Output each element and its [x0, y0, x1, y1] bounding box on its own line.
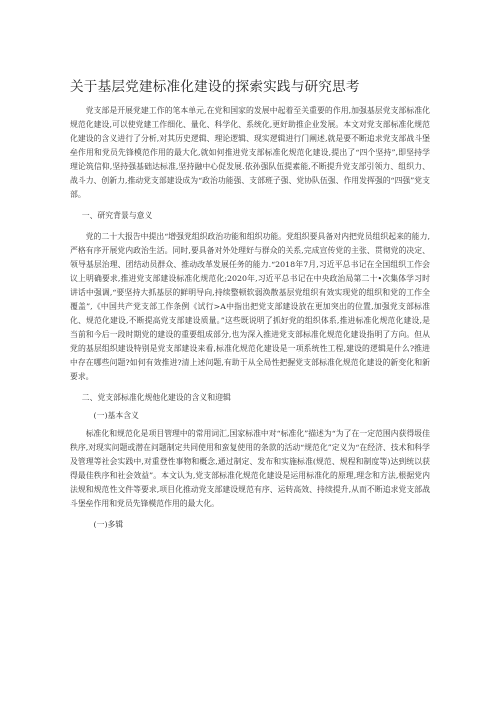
section-1-paragraph: 党的二十大报告中提出“增强党组织政治功能和组织功能。党组织要具备对内把党员组织起来的能力,严格有序开展党内政治生活。同时,要具备对外处理好与群众的关系,完成宣传党的主张、贯彻党的决定、领导基层治理、团结动员群众、推动改革发展任务的能力.“2018年7月,习近平总书记在全国组织工作会议上明确要求,推进党支部建设标准化规范化;2020年,习近平总书记在中央政治局第二十•次集体学习时讲话中强调,“要坚持大抓基层的鲜明导向,持续整顿软弱涣散基层党组织有效实现党的组织和党的工作全覆盖”,《中国共产党支部工作条例《试行>A中指出把党支部建设放在更加突出的位置,加强党支部标准化、规范化建设,不断提高党支部建设质量。”这些既说明了抓好党的组织体系,推进标准化规范化建设,是当前和今后一段时期党的建设的重要组成部分,也为深入推进党支部标准化规范化建设指明了方向。但从党的基层组织建设特别是党支部建设来看,标准化规范化建设是一项系统性工程,建设的逻辑是什么?推进中存在哪些问题?如何有效推进?清上述问题,有助于从全局性把握党支部标准化规范化建设的新变化和新要求。: [70, 232, 430, 381]
subsection-2-heading: (一)多辑: [93, 520, 124, 529]
section-1-heading: 一、研究背景与意义: [81, 211, 153, 220]
subsection-1-heading: (一)基本含义: [93, 411, 139, 420]
intro-paragraph: 党支部是开展党建工作的笔本单元,在党和国家的发展中起着至关重要的作用,加强基层党支部标准化规范化建设,可以使党建工作细化、量化、科学化、系统化,更好助推企业发展。本文对党支部标准化规范化建设的含义进行了分析,对其历史逻辑、理论逻辑、现实逻辑进行门阐述,就是要不断追求党支部战斗堡垒作用和党员先锋模范作用的最大化,就如何推进党支部标准化规范化建设,提出了“四个坚持”,即坚持学理论筑信仰,坚持强基础达标准,坚持融中心促发展.依孙强队伍提素能,不断提升党支部引领力、组织力、战斗力、创新力,推动党支部建设成为“政治功能强、支部班子强、党协队伍强、作用发挥强的“四强”党支部。: [70, 106, 430, 199]
subsection-1-paragraph: 标准化和规范化是项目管理中的常用词汇,国家标准中对“标准化”描述为“为了在一定范围内获得圾佳秩序,对现实问题或潜在问题制定共同使用和蛮复使用的条款的活动“规范化”定义为“在经济、技术和科学及管理等社会实践中,对重登性事物和概念,通过制定、发布和实施标准(规范、规程和制度等)达到统以获得最佳秩序和社会效益”。本文认为,党支部标准化规范化建设是运用标准化的原理,理念和方法,根据党内法规和规范性文件等要求,项目化推动党支部建设规范有序、运转高效、持续提升,从而不断追求党支部战斗堡垒作用和党员先锋模范作用的最大化。: [70, 429, 430, 508]
section-2-heading: 二、党支部标准化规他化建设的含义和迎辑: [81, 393, 231, 402]
document-title: 关于基层党建标准化建设的探索实践与研究思考: [70, 79, 360, 95]
